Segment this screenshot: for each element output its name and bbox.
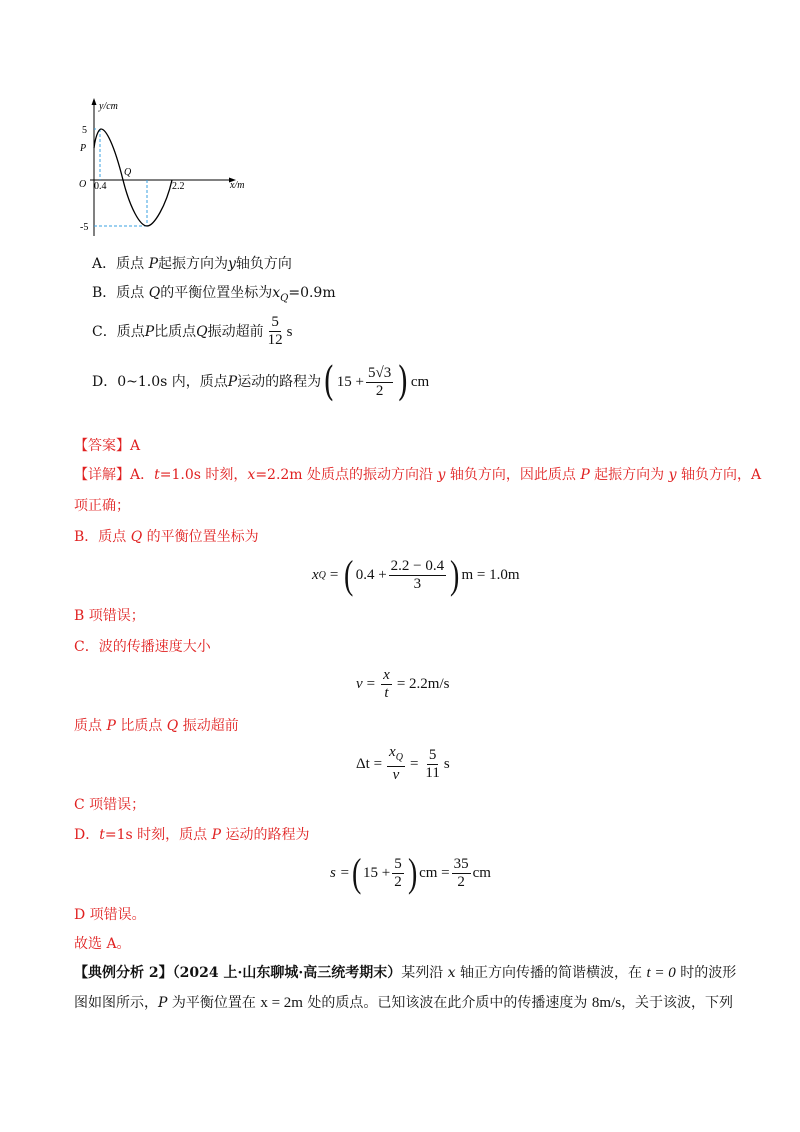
eq2-lhs: v [356, 675, 363, 692]
detail-1e: 轴负方向，A [676, 467, 762, 483]
eq3-num2: 5 [428, 746, 437, 763]
option-d-num: 5√3 [368, 364, 392, 381]
option-b-sub: Q [280, 292, 289, 304]
point-p-label: P [80, 143, 87, 154]
detail-tag: 【详解】A． [74, 467, 155, 483]
detail-x: x [247, 467, 256, 483]
option-b-mid: 的平衡位置坐标为 [160, 285, 273, 301]
option-d-unit: cm [410, 374, 430, 390]
next-question-2d: ，关于该波，下列 [621, 995, 734, 1011]
option-a-y: y [227, 256, 236, 272]
next-question-speed: 8m/s [591, 995, 622, 1011]
option-d-prefix: D．0~1.0s 内，质点 [92, 374, 228, 390]
y-axis-arrow [92, 98, 97, 105]
eq4-a: 15 + [363, 864, 391, 881]
next-question-2a: 图如图所示， [74, 995, 158, 1011]
option-d-fraction [366, 365, 393, 400]
equation-4 [330, 852, 491, 894]
eq1-fraction [389, 558, 446, 593]
eq1-lparen: ( [344, 552, 354, 597]
option-c-fraction [266, 314, 285, 349]
detail-c2-line [74, 716, 239, 736]
option-d-post: 运动的路程为 [237, 374, 322, 390]
y-tick-neg5: -5 [80, 222, 89, 233]
eq4-den: 2 [394, 873, 402, 890]
detail-c-wrong: C 项错误； [74, 797, 146, 813]
detail-c2-mid: 比质点 [115, 718, 167, 734]
wave-curve [94, 129, 172, 226]
eq4-fraction-2 [452, 856, 471, 891]
option-c-post: 振动超前 [207, 323, 264, 340]
next-question-source: （2024 上·山东聊城·高三统考期末） [172, 965, 402, 981]
next-question-2c: 处的质点。已知该波在此介质中的传播速度为 [302, 995, 592, 1011]
detail-1d: 起振方向为 [589, 467, 669, 483]
tick-0-4: 0.4 [94, 181, 107, 192]
detail-c-line: C．波的传播速度大小 [74, 639, 211, 655]
eq3-fraction-2 [423, 747, 441, 782]
option-d-lparen: ( [323, 359, 335, 405]
eq3-eq: = [409, 755, 419, 772]
detail-c2-p: P [106, 718, 116, 734]
option-c-num: 5 [271, 314, 279, 330]
eq3-num-sub: Q [395, 752, 403, 763]
detail-t: t [154, 467, 160, 483]
origin-label: O [79, 179, 87, 190]
answer-line: 【答案】A [74, 438, 141, 454]
option-a-prefix: A．质点 [92, 256, 149, 272]
next-question-2b: 为平衡位置在 [167, 995, 261, 1011]
detail-y: y [437, 467, 446, 483]
detail-choose: 故选 A。 [74, 936, 131, 952]
y-tick-5: 5 [82, 125, 87, 136]
equation-1 [312, 553, 520, 597]
next-question-text3: 时的波形 [675, 965, 737, 981]
option-c-den: 12 [267, 332, 283, 348]
detail-b-post: 的平衡位置坐标为 [142, 529, 259, 545]
wave-figure [70, 96, 260, 242]
eq1-eq: = [329, 566, 339, 583]
eq2-den: t [384, 684, 389, 701]
next-question-line-2 [74, 993, 733, 1013]
option-a-post: 轴负方向 [235, 256, 292, 272]
option-a [92, 254, 292, 274]
eq3-num [387, 744, 405, 767]
detail-b-line [74, 527, 259, 547]
option-b-q: Q [148, 285, 161, 301]
detail-p: P [580, 467, 590, 483]
detail-d-t: t [99, 827, 105, 843]
eq4-unit: cm [472, 864, 491, 881]
detail-b-q: Q [130, 529, 143, 545]
option-c-unit: s [286, 323, 293, 340]
eq3-fraction-1 [387, 744, 405, 784]
point-q-label: Q [124, 167, 132, 178]
eq4-num: 5 [394, 855, 402, 872]
eq1-lhs: x [312, 566, 319, 583]
x-axis-label: x/m [230, 180, 245, 191]
eq1-sub: Q [318, 569, 326, 581]
eq2-num: x [383, 666, 390, 683]
next-question-x: x [447, 965, 456, 981]
detail-c2-q: Q [166, 718, 179, 734]
option-a-mid: 起振方向为 [157, 256, 228, 272]
eq1-c: m = 1.0m [461, 566, 520, 583]
y-axis-label: y/cm [99, 101, 118, 112]
detail-line-2: 项正确； [74, 498, 130, 514]
detail-c2-pre: 质点 [74, 718, 107, 734]
eq3-den: v [392, 767, 400, 783]
option-a-p: P [148, 256, 158, 272]
next-question-x-eq: x = 2m [260, 995, 303, 1011]
next-question-tag: 【典例分析 2】 [74, 965, 173, 981]
eq4-lhs: s = [330, 864, 350, 881]
detail-d-p: P [211, 827, 222, 843]
option-d-den: 2 [375, 382, 384, 399]
option-b-x: x [272, 285, 281, 301]
detail-d-a: =1s 时刻，质点 [104, 827, 212, 843]
eq3-unit: s [443, 755, 450, 772]
eq4-lparen: ( [351, 850, 362, 895]
option-c-prefix: C．质点 [92, 323, 145, 340]
next-question-p: P [158, 995, 168, 1011]
next-question-text1: 某列沿 [401, 965, 448, 981]
eq2-eq: = [366, 675, 376, 692]
option-d [92, 359, 430, 405]
detail-1b: =2.2m 处质点的振动方向沿 [255, 467, 438, 483]
option-c-mid: 比质点 [154, 323, 197, 340]
eq3-den2: 11 [425, 764, 440, 781]
detail-b-pre: B．质点 [74, 529, 131, 545]
detail-d-wrong: D 项错误。 [74, 907, 146, 923]
eq1-num: 2.2 − 0.4 [390, 557, 445, 574]
next-question-text2: 轴正方向传播的简谐横波，在 [455, 965, 647, 981]
eq1-b: 0.4 + [355, 566, 387, 583]
option-c [92, 314, 292, 349]
eq4-fraction-1 [392, 856, 404, 891]
eq3-num-x: x [389, 744, 396, 760]
equation-3 [356, 744, 450, 784]
option-b-prefix: B．质点 [92, 285, 149, 301]
option-d-rparen: ) [397, 359, 409, 405]
tick-2-2: 2.2 [172, 181, 185, 192]
detail-line-1 [74, 465, 761, 485]
eq1-rparen: ) [450, 552, 460, 597]
eq1-den: 3 [413, 575, 422, 592]
detail-1a: =1.0s 时刻， [159, 467, 248, 483]
detail-c2-post: 振动超前 [178, 718, 239, 734]
detail-d-line [74, 825, 309, 845]
option-d-p: P [227, 374, 238, 390]
option-d-expr: 15 + [336, 374, 365, 390]
eq4-den2: 2 [457, 873, 465, 890]
option-c-p: P [144, 323, 155, 340]
detail-b-wrong: B 项错误； [74, 608, 145, 624]
eq4-num2: 35 [453, 855, 469, 872]
option-b-post: =0.9m [288, 285, 336, 301]
detail-1c: 轴负方向，因此质点 [445, 467, 581, 483]
option-c-q: Q [196, 323, 208, 340]
detail-d-pre: D． [74, 827, 100, 843]
next-question-line-1 [74, 963, 736, 983]
eq2-fraction [381, 667, 392, 702]
option-b [92, 283, 336, 309]
detail-y2: y [668, 467, 677, 483]
next-question-t-eq: t = 0 [646, 965, 676, 981]
eq2-rhs: = 2.2m/s [396, 675, 450, 692]
eq3-lhs: Δt = [356, 755, 383, 772]
eq4-b: cm = [419, 864, 450, 881]
eq4-rparen: ) [407, 850, 418, 895]
detail-d-b: 运动的路程为 [221, 827, 310, 843]
equation-2 [356, 664, 449, 704]
